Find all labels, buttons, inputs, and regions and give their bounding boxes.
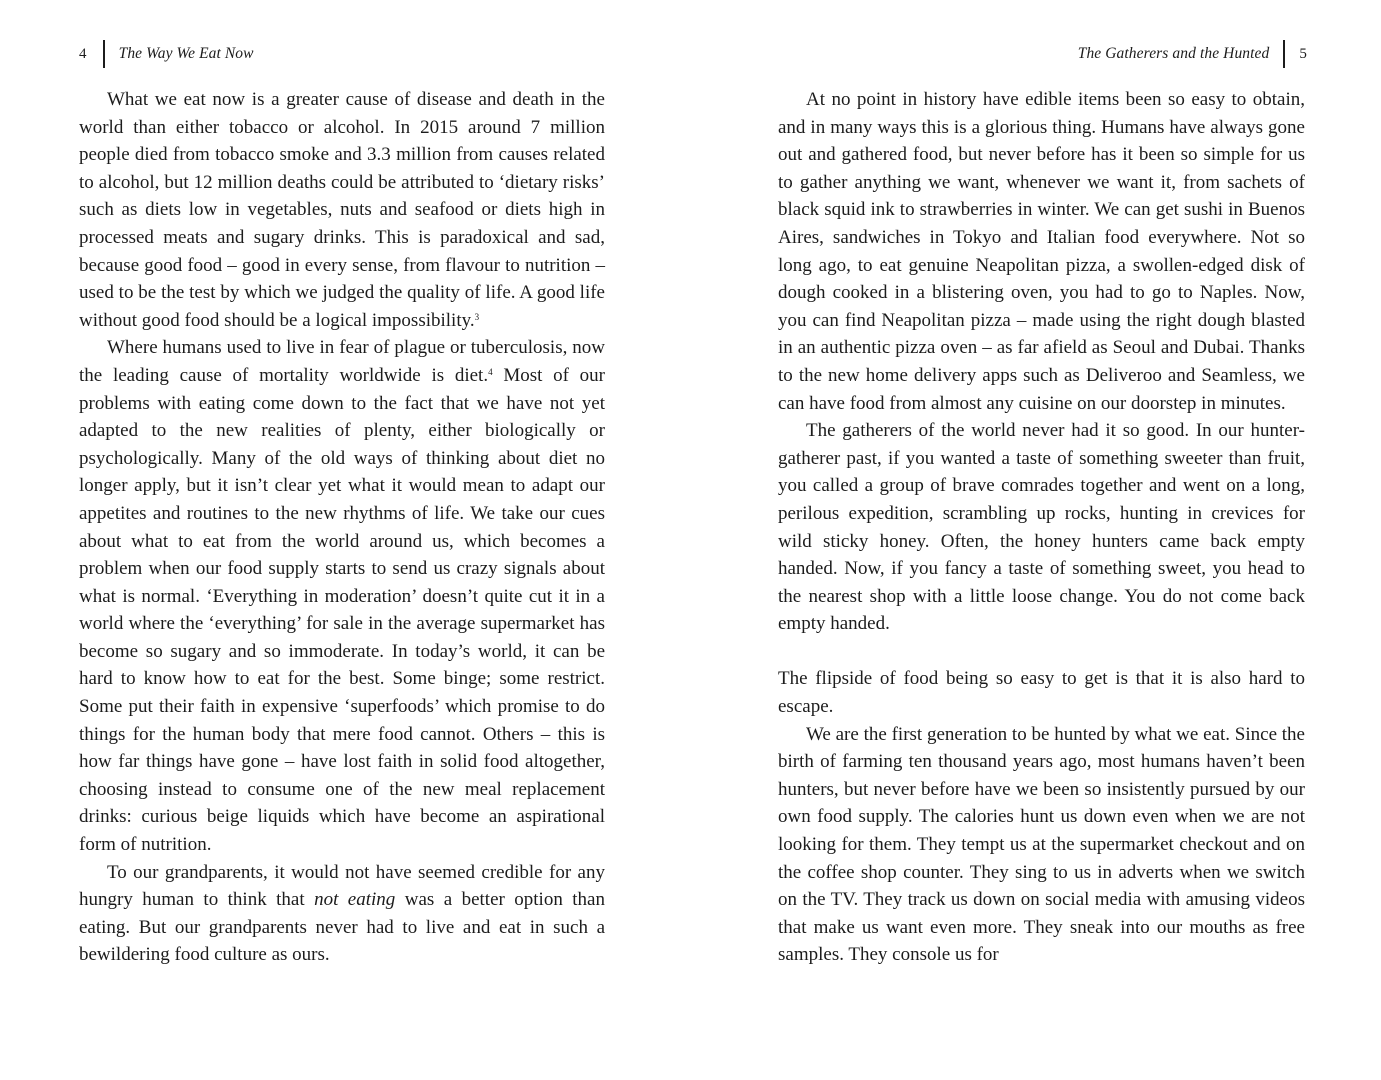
- right-page-number: 5: [1299, 45, 1307, 62]
- paragraph-text: To our grandparents, it would not have seemed credible for any hungry human to think that: [79, 861, 605, 911]
- right-page: [690, 0, 1381, 1080]
- right-header: [1078, 40, 1307, 68]
- paragraph-text: Where humans used to live in fear of plague or tuberculosis, now the leading cause of mortality worldwide is diet.: [79, 337, 605, 386]
- paragraph: [79, 334, 605, 858]
- right-body-text: [778, 86, 1305, 969]
- paragraph-text: was a better option than eating. But our grandparents never had to live and eat in such a bewildering food culture as ours.: [79, 889, 605, 966]
- right-running-head: The Gatherers and the Hunted: [1077, 45, 1270, 62]
- footnote-marker: 3: [474, 311, 480, 322]
- paragraph: The gatherers of the world never had it so good. In our hunter-gatherer past, if you wanted a taste of something sweeter than fruit, you called a group of brave comrades together and went on a long, perilous expedition, scrambling up rocks, hunting in crevices for wild sticky honey. Often, the honey hunters came back empty handed. Now, if you fancy a taste of something sweet, you head to the nearest shop with a little loose change. You do not come back empty handed.: [778, 420, 1305, 635]
- paragraph: We are the first generation to be hunted by what we eat. Since the birth of farming ten thousand years ago, most humans haven’t been hunters, but never before have we been so insistently pursued by our own food supply. The calories hunt us down even when we are not looking for them. They tempt us at the supermarket checkout and on the coffee shop counter. They sing to us in adverts when we switch on the TV. They track us down on social media with amusing videos that make us want even more. They sneak into our mouths as free samples. They console us for: [778, 723, 1305, 966]
- left-header: [79, 40, 254, 68]
- left-body-text: [79, 86, 605, 969]
- header-divider: [103, 40, 105, 68]
- left-page: [0, 0, 690, 1080]
- paragraph-text: Most of our problems with eating come down to the fact that we have not yet adapted to the new realities of plenty, either biologically or psychologically. Many of the old ways of thinking about diet no longer apply, but it isn’t clear yet what it would mean to adapt our appetites and routines to the new rhythms of life. We take our cues about what to eat from the world around us, which becomes a problem when our food supply starts to send us crazy signals about what is normal. ‘Everything in moderation’ doesn’t quite cut it in a world where the ‘everything’ for sale in the average supermarket has become so sugary and so immoderate. In today’s world, it can be hard to know how to eat for the best. Some binge; some restrict. Some put their faith in expensive ‘superfoods’ which promise to do things for the human body that mere food cannot. Others – this is how far things have gone – have lost faith in solid food altogether, choosing instead to consume one of the new meal replacement drinks: curious beige liquids which have become an aspirational form of nutrition.: [79, 364, 605, 856]
- emphasis-text: not eating: [314, 889, 396, 911]
- paragraph: [79, 86, 605, 334]
- header-divider: [1283, 40, 1285, 68]
- paragraph-text: What we eat now is a greater cause of disease and death in the world than either tobacco or alcohol. In 2015 around 7 million people died from tobacco smoke and 3.3 million from causes related to alcohol, but 12 million deaths could be attributed to ‘dietary risks’ such as diets low in vegetables, nuts and seafood or diets high in processed meats and sugary drinks. This is paradoxical and sad, because good food – good in every sense, from flavour to nutrition – used to be the test by which we judged the quality of life. A good life without good food should be a logical impossibility.: [79, 89, 605, 331]
- left-running-head: The Way We Eat Now: [118, 45, 254, 62]
- footnote-marker: 4: [488, 366, 493, 377]
- section-opening-paragraph: The flipside of food being so easy to get is that it is also hard to escape.: [778, 668, 1305, 718]
- paragraph: [79, 859, 605, 969]
- paragraph: At no point in history have edible items been so easy to obtain, and in many ways this is a glorious thing. Humans have always gone out and gathered food, but never before has it been so simple for us to gather anything we want, whenever we want it, from sachets of black squid ink to strawberries in winter. We can get sushi in Buenos Aires, sandwiches in Tokyo and Italian food everywhere. Not so long ago, to eat genuine Neapolitan pizza, a swollen-edged disk of dough cooked in a blistering oven, you had to go to Naples. Now, you can find Neapolitan pizza – made using the right dough blasted in an authentic pizza oven – as far afield as Seoul and Dubai. Thanks to the new home delivery apps such as Deliveroo and Seamless, we can have food from almost any cuisine on our doorstep in minutes.: [778, 89, 1305, 414]
- left-page-number: 4: [79, 45, 87, 62]
